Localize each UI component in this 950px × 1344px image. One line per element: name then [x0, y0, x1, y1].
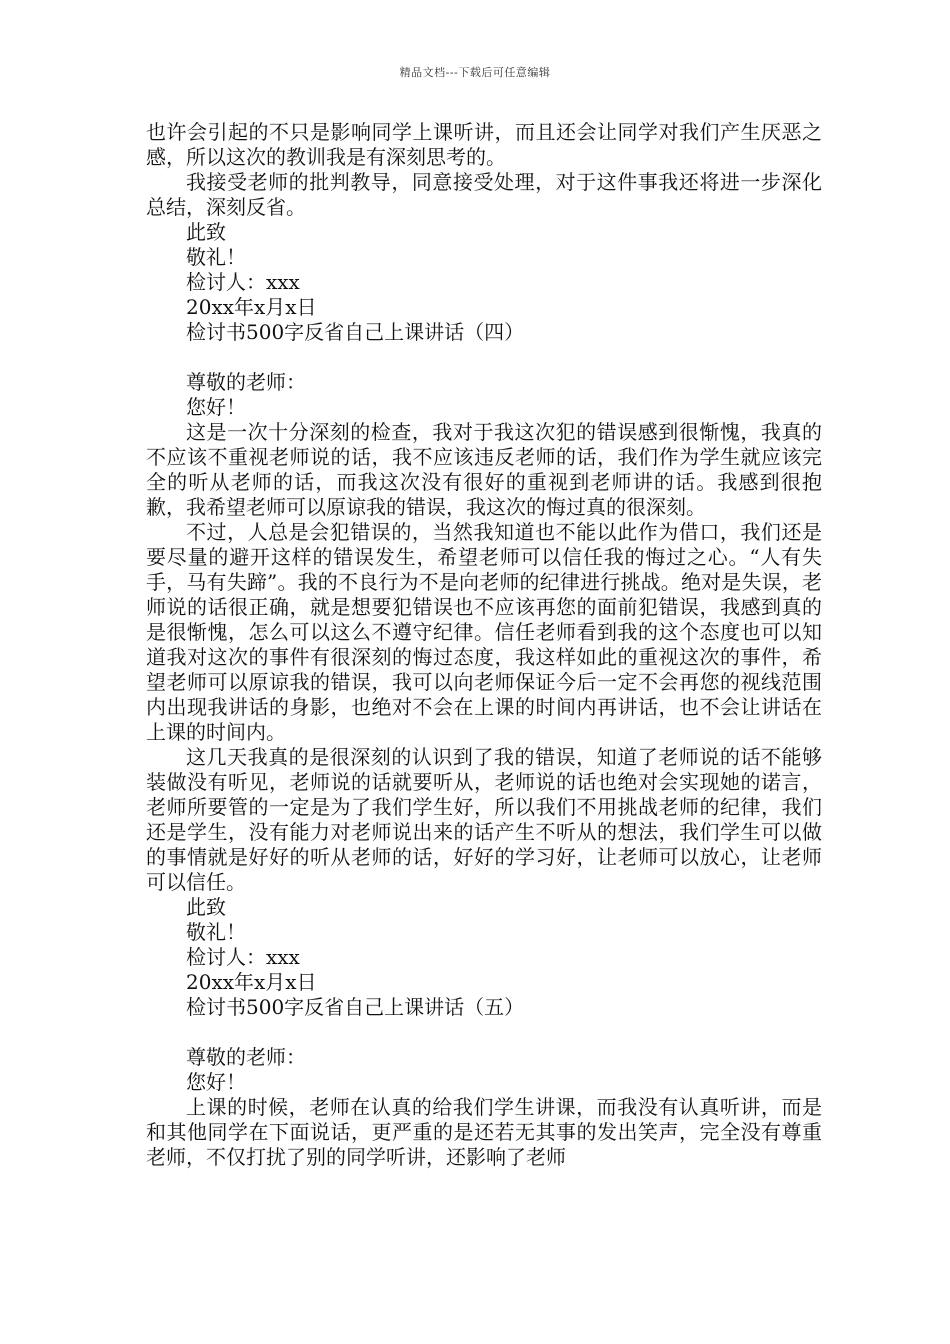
greeting: 您好！ — [186, 395, 246, 419]
closing-line: 此致 — [186, 895, 226, 919]
document-body — [146, 120, 822, 1170]
blank-line — [146, 1020, 822, 1045]
paragraph: 这是一次十分深刻的检查，我对于我这次犯的错误感到很惭愧，我真的不应该不重视老师说的话，我不应该违反老师的话，我们作为学生就应该完全的听从老师的话，而我这次没有很好的重视到老师讲的话。我感到很抱歉，我希望老师可以原谅我的错误，我这次的悔过真的很深刻。 — [146, 420, 822, 519]
paragraph: 也许会引起的不只是影响同学上课听讲，而且还会让同学对我们产生厌恶之感，所以这次的教训我是有深刻思考的。 — [146, 120, 822, 169]
greeting: 您好！ — [186, 1070, 246, 1094]
paragraph: 这几天我真的是很深刻的认识到了我的错误，知道了老师说的话不能够装做没有听见，老师说的话就要听从，老师说的话也绝对会实现她的诺言，老师所要管的一定是为了我们学生好，所以我们不用挑战老师的纪律，我们还是学生，没有能力对老师说出来的话产生不听从的想法，我们学生可以做的事情就是好好的听从老师的话，好好的学习好，让老师可以放心，让老师可以信任。 — [146, 745, 822, 894]
signer-line: 检讨人：xxx — [186, 945, 300, 969]
paragraph: 上课的时候，老师在认真的给我们学生讲课，而我没有认真听讲，而是和其他同学在下面说话，更严重的是还若无其事的发出笑声，完全没有尊重老师，不仅打扰了别的同学听讲，还影响了老师 — [146, 1095, 822, 1169]
salutation: 尊敬的老师： — [186, 1045, 306, 1069]
paragraph: 不过，人总是会犯错误的，当然我知道也不能以此作为借口，我们还是要尽量的避开这样的错误发生，希望老师可以信任我的悔过之心。“人有失手，马有失蹄”。我的不良行为不是向老师的纪律进行挑战。绝对是失误，老师说的话很正确，就是想要犯错误也不应该再您的面前犯错误，我感到真的是很惭愧，怎么可以这么不遵守纪律。信任老师看到我的这个态度也可以知道我对这次的事件有很深刻的悔过态度，我这样如此的重视这次的事件，希望老师可以原谅我的错误，我可以向老师保证今后一定不会再您的视线范围内出现我讲话的身影，也绝对不会在上课的时间内再讲话，也不会让讲话在上课的时间内。 — [146, 520, 822, 744]
closing-line: 敬礼！ — [186, 920, 246, 944]
blank-line — [146, 345, 822, 370]
section-title: 检讨书500字反省自己上课讲话（五） — [186, 995, 525, 1019]
date-line: 20xx年x月x日 — [186, 295, 317, 319]
section-title: 检讨书500字反省自己上课讲话（四） — [186, 320, 525, 344]
closing-line: 敬礼！ — [186, 245, 246, 269]
page-header: 精品文档---下载后可任意编辑 — [399, 66, 551, 79]
paragraph: 我接受老师的批判教导，同意接受处理，对于这件事我还将进一步深化总结，深刻反省。 — [146, 170, 822, 219]
date-line: 20xx年x月x日 — [186, 970, 317, 994]
signer-line: 检讨人：xxx — [186, 270, 300, 294]
closing-line: 此致 — [186, 220, 226, 244]
salutation: 尊敬的老师： — [186, 370, 306, 394]
